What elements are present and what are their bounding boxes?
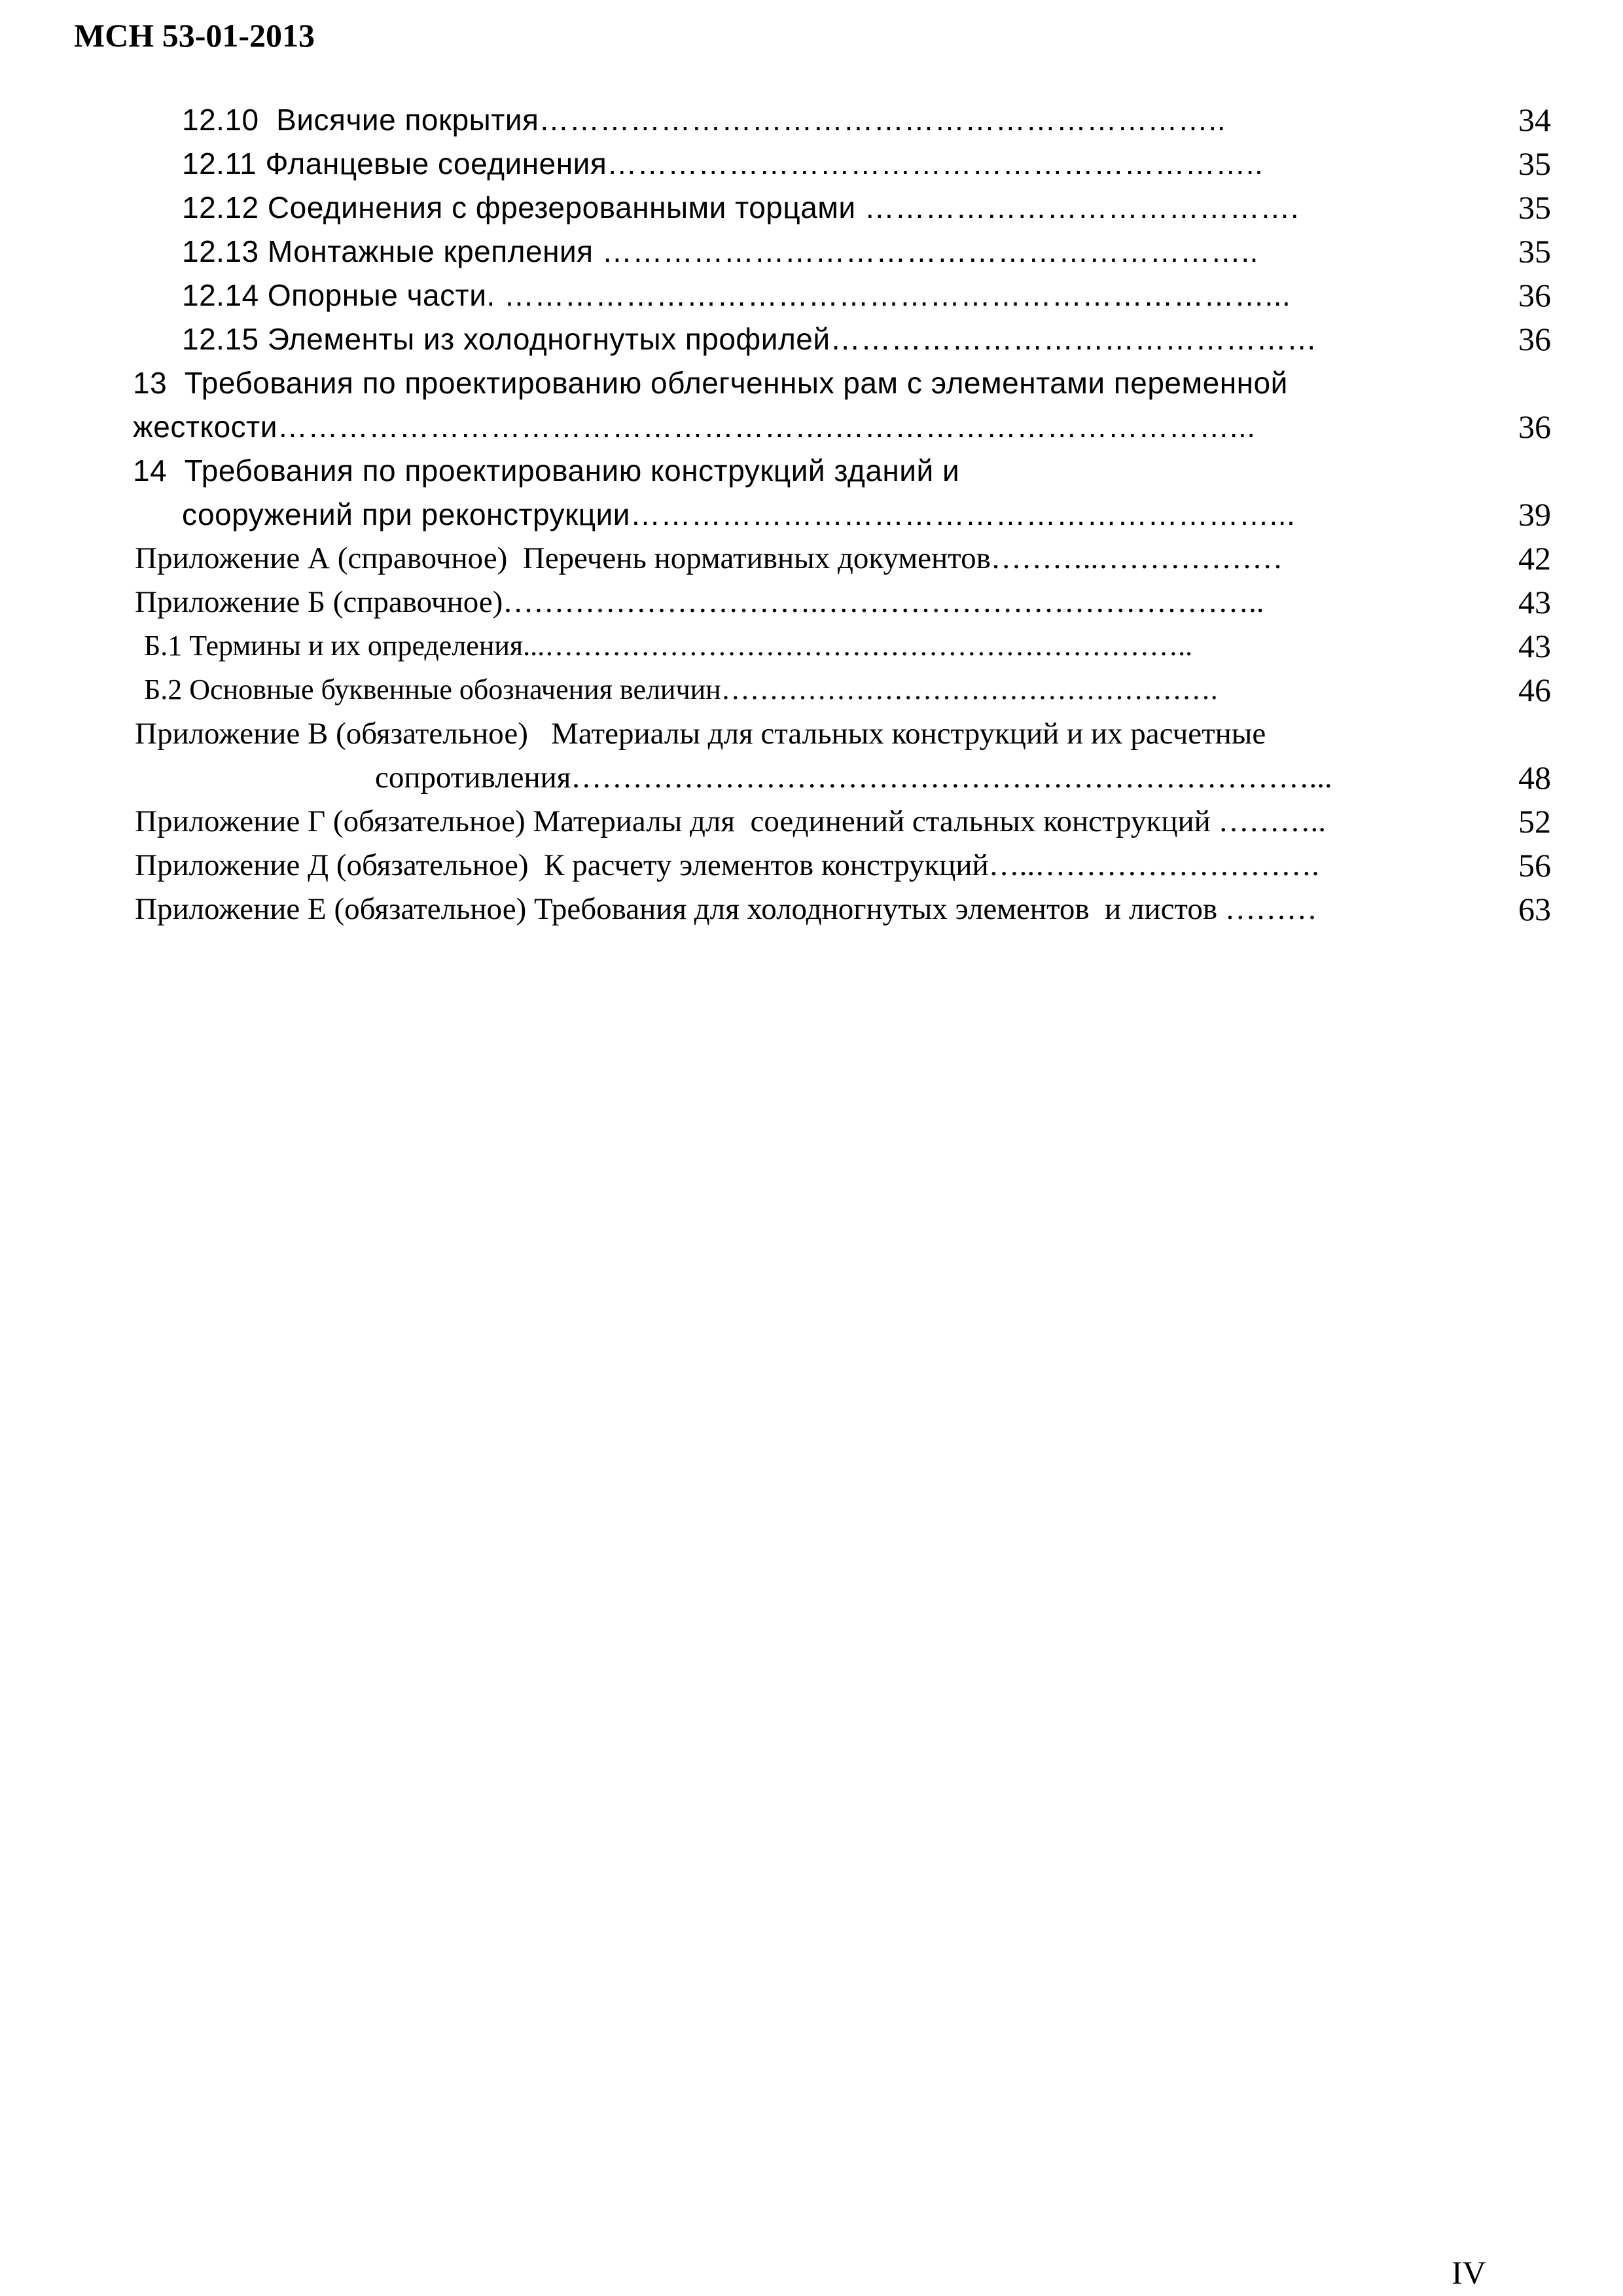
toc-entry-page: 36 (1518, 321, 1551, 357)
toc-row (0, 449, 1623, 492)
toc-entry-title: сопротивления………………………………………………………………... (375, 761, 1332, 795)
toc-row (0, 361, 1623, 404)
toc-entry-title: Приложение В (обязательное) Материалы для стальных конструкций и их расчетные (135, 717, 1266, 751)
toc-entry-page: 35 (1518, 233, 1551, 270)
toc-entry-title: жесткости……………………………………………….…………………………………... (133, 410, 1256, 444)
toc-row (0, 712, 1623, 755)
toc-entry-title: Б.2 Основные буквенные обозначения величин……………………………………………. (144, 673, 1218, 706)
toc-row (0, 581, 1623, 624)
toc-entry-title: 14 Требования по проектированию конструкций зданий и (133, 454, 960, 488)
toc-row (0, 888, 1623, 931)
toc-entry-title: Приложение Е (обязательное) Требования для холодногнутых элементов и листов ……… (135, 892, 1317, 926)
toc-entry-page: 36 (1518, 277, 1551, 314)
toc-entry-page: 46 (1518, 672, 1551, 708)
toc-row (0, 800, 1623, 843)
toc-row (0, 624, 1623, 668)
page-number: IV (1452, 2254, 1486, 2291)
toc-entry-page: 43 (1518, 628, 1551, 664)
toc-entry-title: 12.12 Соединения с фрезерованными торцами ……………………………………. (182, 190, 1300, 224)
toc-entry-title: Приложение Г (обязательное) Материалы для соединений стальных конструкций ……….. (135, 804, 1327, 838)
toc-entry-page: 63 (1518, 891, 1551, 927)
toc-row (0, 230, 1623, 273)
toc-row (0, 756, 1623, 799)
toc-entry-title: Приложение Д (обязательное) К расчету элементов конструкций…..………………………. (135, 848, 1319, 882)
toc-row (0, 186, 1623, 229)
toc-entry-title: 13 Требования по проектированию облегченных рам с элементами переменной (133, 366, 1288, 400)
document-header: МСН 53-01-2013 (74, 17, 315, 54)
toc-entry-page: 43 (1518, 584, 1551, 620)
toc-row (0, 98, 1623, 141)
toc-entry-page: 56 (1518, 847, 1551, 884)
toc-row (0, 317, 1623, 361)
toc-entry-title: 12.11 Фланцевые соединения……………………………………………………….. (182, 147, 1264, 181)
toc-entry-page: 35 (1518, 145, 1551, 182)
toc-row (0, 493, 1623, 536)
toc-entry-page: 34 (1518, 101, 1551, 138)
toc-entry-title: сооружений при реконструкции………………………………………………………... (182, 497, 1296, 531)
toc-entry-title: Б.1 Термины и их определения...………………………………………………………….. (144, 630, 1193, 662)
toc-entry-page: 39 (1518, 496, 1551, 533)
toc-row (0, 668, 1623, 711)
toc-entry-page: 52 (1518, 803, 1551, 840)
toc-entry-page: 35 (1518, 189, 1551, 226)
toc-entry-title: 12.13 Монтажные крепления ……………………………………………………….. (182, 234, 1258, 268)
toc-row (0, 537, 1623, 580)
toc-row (0, 405, 1623, 448)
toc-entry-page: 48 (1518, 759, 1551, 796)
toc-entry-page: 42 (1518, 540, 1551, 577)
toc-entry-page: 36 (1518, 408, 1551, 445)
toc-entry-title: Приложение А (справочное) Перечень нормативных документов………..……………… (135, 541, 1283, 575)
toc-entry-title: 12.14 Опорные части. …………………………………………………………………... (182, 278, 1291, 312)
toc-row (0, 142, 1623, 185)
toc-row (0, 274, 1623, 317)
toc-row (0, 844, 1623, 887)
toc-entry-title: Приложение Б (справочное)………………………….…………………………………….. (135, 585, 1264, 619)
toc-entry-title: 12.15 Элементы из холодногнутых профилей………………………………………… (182, 322, 1317, 356)
toc-entry-title: 12.10 Висячие покрытия………………………………………………………….. (182, 103, 1226, 137)
